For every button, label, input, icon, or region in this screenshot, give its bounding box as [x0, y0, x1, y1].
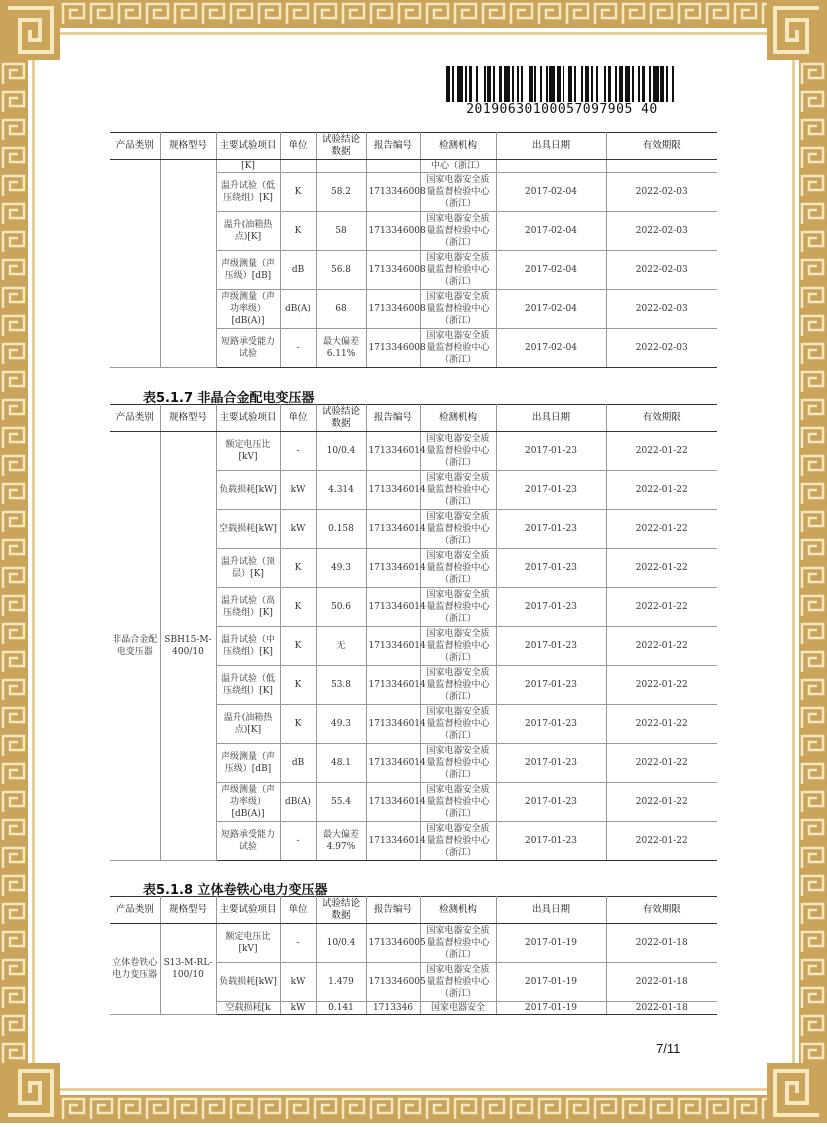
unit-cell: -	[280, 329, 316, 368]
table-row	[110, 924, 717, 963]
model-cell: SBH15-M-400/10	[160, 432, 216, 861]
test-table-continued	[110, 132, 717, 368]
expiry-date-cell: 2022-01-22	[606, 822, 717, 861]
result-cell: 55.4	[316, 783, 366, 822]
column-header: 单位	[280, 405, 316, 432]
testing-org-cell: 国家电器安全质量监督检验中心（浙江）	[420, 471, 496, 510]
report-number-cell: 1713346005	[366, 963, 420, 1002]
report-number-cell: 1713346014	[366, 471, 420, 510]
expiry-date-cell: 2022-02-03	[606, 173, 717, 212]
result-cell: 10/0.4	[316, 432, 366, 471]
testing-org-cell: 国家电器安全质量监督检验中心（浙江）	[420, 212, 496, 251]
expiry-date-cell: 2022-02-03	[606, 290, 717, 329]
unit-cell: dB(A)	[280, 290, 316, 329]
issue-date-cell: 2017-01-23	[496, 666, 606, 705]
testing-org-cell: 国家电器安全质量监督检验中心（浙江）	[420, 432, 496, 471]
test-table-amorphous	[110, 404, 717, 861]
expiry-date-cell: 2022-01-22	[606, 783, 717, 822]
testing-org-cell: 国家电器安全质量监督检验中心（浙江）	[420, 510, 496, 549]
column-header: 主要试验项目	[216, 133, 280, 160]
expiry-date-cell: 2022-01-22	[606, 627, 717, 666]
result-cell: 49.3	[316, 549, 366, 588]
column-header: 出具日期	[496, 133, 606, 160]
testing-org-cell: 国家电器安全质量监督检验中心（浙江）	[420, 963, 496, 1002]
testing-org-cell: 国家电器安全质量监督检验中心（浙江）	[420, 627, 496, 666]
test-item-cell: 负载损耗[kW]	[216, 471, 280, 510]
test-item-cell: 空载损耗[k	[216, 1002, 280, 1015]
expiry-date-cell: 2022-02-03	[606, 329, 717, 368]
model-cell	[160, 160, 216, 368]
test-item-cell: 负载损耗[kW]	[216, 963, 280, 1002]
column-header: 单位	[280, 897, 316, 924]
table-title: 表5.1.7 非晶合金配电变压器	[143, 391, 315, 406]
test-item-cell: 额定电压比[kV]	[216, 924, 280, 963]
test-table-wound-core	[110, 896, 717, 1015]
testing-org-cell: 国家电器安全质量监督检验中心（浙江）	[420, 783, 496, 822]
test-item-cell: 温升(油箱热点)[K]	[216, 212, 280, 251]
test-item-cell: 声级测量（声压级）[dB]	[216, 251, 280, 290]
report-number-cell: 1713346008	[366, 251, 420, 290]
unit-cell: kW	[280, 471, 316, 510]
fret-corner-icon	[767, 0, 827, 60]
column-header: 报告编号	[366, 133, 420, 160]
testing-org-cell: 中心（浙江）	[420, 160, 496, 173]
issue-date-cell: 2017-01-23	[496, 588, 606, 627]
report-number-cell: 1713346014	[366, 432, 420, 471]
unit-cell: K	[280, 666, 316, 705]
report-number-cell: 1713346008	[366, 212, 420, 251]
issue-date-cell: 2017-02-04	[496, 251, 606, 290]
unit-cell: kW	[280, 1002, 316, 1015]
test-item-cell: 声级测量（声功率级）[dB(A)]	[216, 783, 280, 822]
result-cell: 58	[316, 212, 366, 251]
result-cell: 0.158	[316, 510, 366, 549]
expiry-date-cell: 2022-01-22	[606, 549, 717, 588]
report-number-cell: 1713346008	[366, 290, 420, 329]
issue-date-cell: 2017-01-23	[496, 783, 606, 822]
issue-date-cell: 2017-01-19	[496, 924, 606, 963]
fret-pattern-left	[0, 60, 28, 1063]
unit-cell: dB(A)	[280, 783, 316, 822]
issue-date-cell: 2017-01-23	[496, 744, 606, 783]
fret-corner-icon	[0, 0, 60, 60]
table-row	[110, 160, 717, 173]
column-header: 报告编号	[366, 897, 420, 924]
result-cell: 56.8	[316, 251, 366, 290]
expiry-date-cell: 2022-01-18	[606, 1002, 717, 1015]
column-header: 检测机构	[420, 405, 496, 432]
unit-cell: -	[280, 432, 316, 471]
result-cell: 68	[316, 290, 366, 329]
issue-date-cell: 2017-01-23	[496, 471, 606, 510]
table-title: 表5.1.8 立体卷铁心电力变压器	[143, 883, 328, 898]
column-header: 报告编号	[366, 405, 420, 432]
test-item-cell: 温升试验（顶层）[K]	[216, 549, 280, 588]
result-cell: 53.8	[316, 666, 366, 705]
expiry-date-cell: 2022-01-18	[606, 963, 717, 1002]
testing-org-cell: 国家电器安全质量监督检验中心（浙江）	[420, 549, 496, 588]
column-header: 规格型号	[160, 405, 216, 432]
report-number-cell: 1713346014	[366, 549, 420, 588]
table-row	[110, 432, 717, 471]
result-cell: 4.314	[316, 471, 366, 510]
result-cell: 48.1	[316, 744, 366, 783]
report-number-cell: 1713346008	[366, 329, 420, 368]
issue-date-cell: 2017-01-23	[496, 627, 606, 666]
result-cell: 1.479	[316, 963, 366, 1002]
unit-cell: kW	[280, 510, 316, 549]
test-item-cell: 额定电压比[kV]	[216, 432, 280, 471]
test-item-cell: 温升试验（中压绕组）[K]	[216, 627, 280, 666]
fret-pattern-bottom	[60, 1095, 767, 1123]
expiry-date-cell: 2022-02-03	[606, 251, 717, 290]
result-cell	[316, 160, 366, 173]
column-header: 出具日期	[496, 897, 606, 924]
column-header: 规格型号	[160, 897, 216, 924]
column-header: 主要试验项目	[216, 897, 280, 924]
report-number-cell	[366, 160, 420, 173]
issue-date-cell: 2017-02-04	[496, 173, 606, 212]
unit-cell	[280, 160, 316, 173]
column-header: 试验结论数据	[316, 405, 366, 432]
report-number-cell: 1713346014	[366, 666, 420, 705]
expiry-date-cell: 2022-01-22	[606, 432, 717, 471]
testing-org-cell: 国家电器安全质量监督检验中心（浙江）	[420, 666, 496, 705]
test-item-cell: 温升试验（高压绕组）[K]	[216, 588, 280, 627]
result-cell: 0.141	[316, 1002, 366, 1015]
expiry-date-cell: 2022-01-22	[606, 471, 717, 510]
fret-corner-icon	[767, 1063, 827, 1123]
test-item-cell: [K]	[216, 160, 280, 173]
test-item-cell: 短路承受能力试验	[216, 822, 280, 861]
test-item-cell: 温升(油箱热点)[K]	[216, 705, 280, 744]
result-cell: 58.2	[316, 173, 366, 212]
issue-date-cell: 2017-01-23	[496, 432, 606, 471]
testing-org-cell: 国家电器安全质量监督检验中心（浙江）	[420, 173, 496, 212]
expiry-date-cell: 2022-01-22	[606, 588, 717, 627]
issue-date-cell: 2017-02-04	[496, 212, 606, 251]
issue-date-cell: 2017-02-04	[496, 290, 606, 329]
result-cell: 最大偏差6.11%	[316, 329, 366, 368]
issue-date-cell: 2017-01-23	[496, 510, 606, 549]
column-header: 产品类别	[110, 133, 160, 160]
report-number-cell: 1713346	[366, 1002, 420, 1015]
product-category-cell: 非晶合金配电变压器	[110, 432, 160, 861]
column-header: 出具日期	[496, 405, 606, 432]
column-header: 检测机构	[420, 133, 496, 160]
unit-cell: dB	[280, 744, 316, 783]
report-number-cell: 1713346014	[366, 744, 420, 783]
expiry-date-cell: 2022-01-22	[606, 705, 717, 744]
result-cell: 最大偏差4.97%	[316, 822, 366, 861]
issue-date-cell	[496, 160, 606, 173]
unit-cell: K	[280, 627, 316, 666]
column-header: 规格型号	[160, 133, 216, 160]
testing-org-cell: 国家电器安全	[420, 1002, 496, 1015]
unit-cell: dB	[280, 251, 316, 290]
report-number-cell: 1713346014	[366, 510, 420, 549]
issue-date-cell: 2017-01-23	[496, 705, 606, 744]
report-number-cell: 1713346014	[366, 822, 420, 861]
column-header: 有效期限	[606, 133, 717, 160]
expiry-date-cell: 2022-02-03	[606, 212, 717, 251]
column-header: 试验结论数据	[316, 897, 366, 924]
report-number-cell: 1713346014	[366, 627, 420, 666]
result-cell: 10/0.4	[316, 924, 366, 963]
barcode-number: 20190630100057097905 40	[466, 102, 658, 117]
barcode-bar	[674, 66, 678, 102]
result-cell: 50.6	[316, 588, 366, 627]
testing-org-cell: 国家电器安全质量监督检验中心（浙江）	[420, 588, 496, 627]
product-category-cell: 立体卷铁心电力变压器	[110, 924, 160, 1015]
unit-cell: K	[280, 705, 316, 744]
result-cell: 49.3	[316, 705, 366, 744]
unit-cell: kW	[280, 963, 316, 1002]
unit-cell: K	[280, 173, 316, 212]
test-item-cell: 短路承受能力试验	[216, 329, 280, 368]
unit-cell: K	[280, 212, 316, 251]
issue-date-cell: 2017-01-19	[496, 1002, 606, 1015]
column-header: 产品类别	[110, 405, 160, 432]
column-header: 试验结论数据	[316, 133, 366, 160]
fret-corner-icon	[0, 1063, 60, 1123]
expiry-date-cell: 2022-01-22	[606, 744, 717, 783]
test-item-cell: 声级测量（声功率级）[dB(A)]	[216, 290, 280, 329]
column-header: 有效期限	[606, 897, 717, 924]
unit-cell: K	[280, 549, 316, 588]
testing-org-cell: 国家电器安全质量监督检验中心（浙江）	[420, 822, 496, 861]
expiry-date-cell	[606, 160, 717, 173]
testing-org-cell: 国家电器安全质量监督检验中心（浙江）	[420, 705, 496, 744]
barcode	[446, 66, 678, 102]
column-header: 单位	[280, 133, 316, 160]
test-item-cell: 温升试验（低压绕组）[K]	[216, 173, 280, 212]
issue-date-cell: 2017-02-04	[496, 329, 606, 368]
column-header: 有效期限	[606, 405, 717, 432]
issue-date-cell: 2017-01-23	[496, 822, 606, 861]
column-header: 产品类别	[110, 897, 160, 924]
report-number-cell: 1713346008	[366, 173, 420, 212]
unit-cell: K	[280, 588, 316, 627]
issue-date-cell: 2017-01-23	[496, 549, 606, 588]
testing-org-cell: 国家电器安全质量监督检验中心（浙江）	[420, 251, 496, 290]
column-header: 主要试验项目	[216, 405, 280, 432]
column-header: 检测机构	[420, 897, 496, 924]
unit-cell: -	[280, 822, 316, 861]
expiry-date-cell: 2022-01-18	[606, 924, 717, 963]
product-category-cell	[110, 160, 160, 368]
testing-org-cell: 国家电器安全质量监督检验中心（浙江）	[420, 290, 496, 329]
test-item-cell: 声级测量（声压级）[dB]	[216, 744, 280, 783]
unit-cell: -	[280, 924, 316, 963]
expiry-date-cell: 2022-01-22	[606, 666, 717, 705]
test-item-cell: 温升试验（低压绕组）[K]	[216, 666, 280, 705]
testing-org-cell: 国家电器安全质量监督检验中心（浙江）	[420, 329, 496, 368]
expiry-date-cell: 2022-01-22	[606, 510, 717, 549]
report-number-cell: 1713346014	[366, 588, 420, 627]
report-number-cell: 1713346014	[366, 705, 420, 744]
fret-pattern-right	[799, 60, 827, 1063]
testing-org-cell: 国家电器安全质量监督检验中心（浙江）	[420, 924, 496, 963]
report-number-cell: 1713346005	[366, 924, 420, 963]
result-cell: 无	[316, 627, 366, 666]
fret-pattern-top	[60, 0, 767, 28]
issue-date-cell: 2017-01-19	[496, 963, 606, 1002]
testing-org-cell: 国家电器安全质量监督检验中心（浙江）	[420, 744, 496, 783]
report-number-cell: 1713346014	[366, 783, 420, 822]
test-item-cell: 空载损耗[kW]	[216, 510, 280, 549]
model-cell: S13-M-RL-100/10	[160, 924, 216, 1015]
page-number: 7/11	[656, 1041, 681, 1056]
